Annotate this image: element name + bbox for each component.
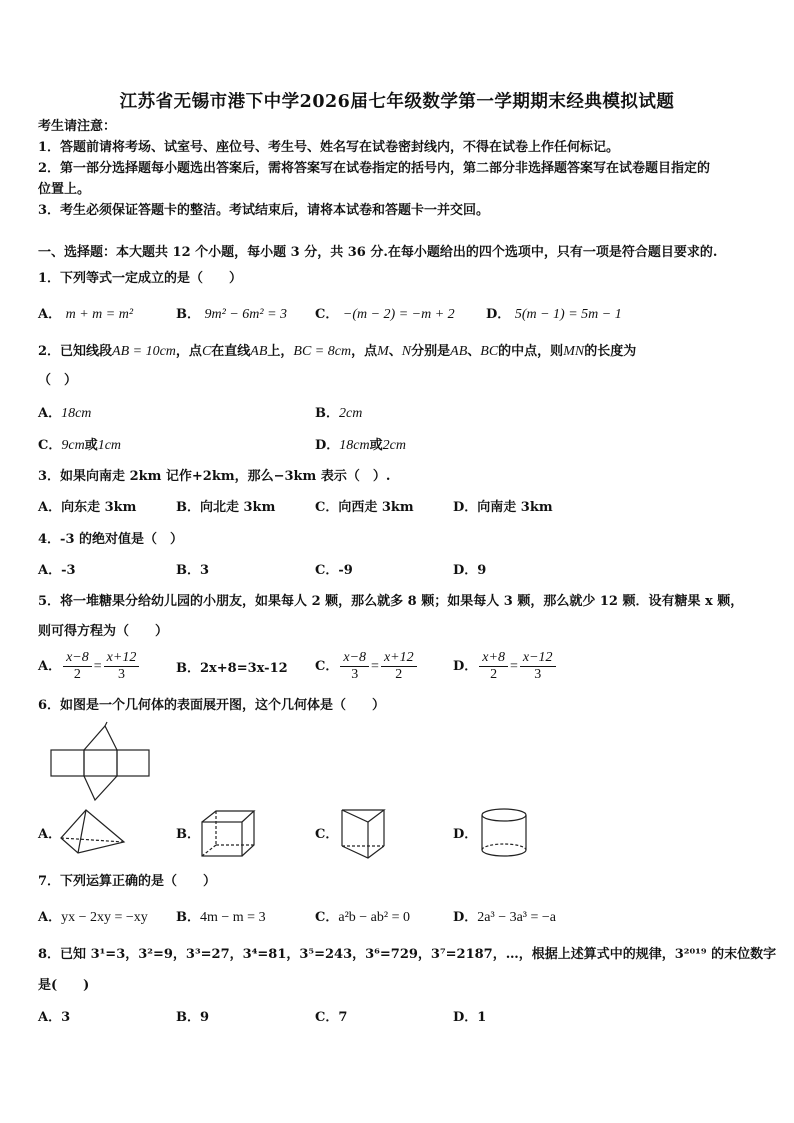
q7-option-a — [38, 909, 148, 927]
q1-stem: 1．下列等式一定成立的是（ ） — [38, 271, 243, 286]
notice-item-2-cont: 位置上。 — [38, 182, 91, 197]
math: C — [201, 344, 212, 359]
notice-heading: 考生请注意： — [38, 119, 117, 134]
numerator: x+8 — [479, 650, 508, 667]
option-expression: a²b − ab² = 0 — [338, 910, 410, 925]
stem-text: 分别是 — [411, 344, 451, 359]
q8-stem-line1: 8．已知 3¹=3，3²=9，3³=27，3⁴=81，3⁵=243，3⁶=729，3⁷=2187，…，根据上述算式中的规律，3²⁰¹⁹ 的末位数字 — [38, 947, 777, 962]
q8-option-b: B．9 — [176, 1010, 210, 1025]
q6-option-c: C． — [315, 827, 339, 842]
option-label: C． — [315, 910, 339, 925]
numerator: x+12 — [381, 650, 417, 667]
q5-option-b: B．2x+8=3x-12 — [176, 661, 288, 676]
q1-option-b — [176, 306, 287, 324]
equals-sign: = — [509, 658, 518, 674]
option-label: D． — [453, 910, 478, 925]
q2-stem — [38, 343, 636, 361]
q6-option-a: A． — [38, 827, 62, 842]
q6-option-b: B． — [176, 827, 200, 842]
math: M — [377, 344, 389, 359]
notice-item-3: 3．考生必须保证答题卡的整洁。考试结束后，请将本试卷和答题卡一并交回。 — [38, 203, 490, 218]
q3-stem: 3．如果向南走 2km 记作+2km，那么−3km 表示（ ）. — [38, 469, 391, 484]
fraction — [520, 650, 556, 683]
q4-option-b: B．3 — [176, 563, 210, 578]
option-expression: 4m − m = 3 — [200, 910, 266, 925]
stem-text: 2．已知线段 — [38, 344, 113, 359]
option-expression: 18cm — [61, 406, 92, 421]
triangular-prism-figure — [338, 806, 388, 862]
q1-option-c — [315, 306, 455, 324]
q1-option-d — [486, 306, 622, 324]
option-label: B． — [176, 910, 200, 925]
denominator: 3 — [118, 667, 125, 682]
stem-text: 的长度为 — [584, 344, 637, 359]
stem-text: 、 — [467, 344, 481, 359]
math: AB — [450, 344, 468, 359]
q7-option-c — [315, 909, 410, 927]
fraction — [479, 650, 508, 683]
option-expression: 2a³ − 3a³ = −a — [477, 910, 557, 925]
option-label: A． — [38, 406, 62, 421]
q8-stem-line2: 是( ) — [38, 978, 90, 993]
q4-option-d: D．9 — [453, 563, 487, 578]
stem-text: 的中点，则 — [498, 344, 564, 359]
q4-option-a: A．-3 — [38, 563, 76, 578]
option-label: C． — [38, 438, 62, 453]
math: AB — [250, 344, 268, 359]
q3-option-b: B．向北走 3km — [176, 500, 276, 515]
prism-net-diagram — [45, 720, 155, 810]
q5-stem-line2: 则可得方程为（ ） — [38, 624, 169, 639]
q6-option-d: D． — [453, 827, 478, 842]
q5-stem-line1: 5．将一堆糖果分给幼儿园的小朋友，如果每人 2 颗，那么就多 8 颗；如果每人 3 颗，那么就少 12 颗．设有糖果 x 颗， — [38, 594, 744, 609]
q4-option-c: C．-9 — [315, 563, 353, 578]
q5-option-c — [315, 650, 419, 683]
option-label: D． — [486, 307, 511, 322]
option-label: D． — [315, 438, 340, 453]
option-label: A． — [38, 659, 62, 674]
option-expression: m + m = m² — [65, 307, 134, 322]
option-expression: 1cm — [97, 438, 122, 453]
cylinder-figure — [478, 806, 530, 862]
option-expression: −(m − 2) = −m + 2 — [342, 307, 455, 322]
option-label: D． — [453, 659, 478, 674]
option-label: A． — [38, 307, 62, 322]
denominator: 2 — [395, 667, 403, 682]
option-label: C． — [315, 307, 339, 322]
q2-option-a — [38, 405, 91, 423]
denominator: 2 — [73, 667, 81, 682]
pyramid-figure — [58, 806, 128, 858]
math: BC = 8cm — [293, 344, 352, 359]
option-label: B． — [176, 307, 200, 322]
fraction — [381, 650, 417, 683]
q7-stem: 7．下列运算正确的是（ ） — [38, 874, 217, 889]
q2-option-d — [315, 437, 406, 455]
equals-sign: = — [93, 658, 102, 674]
q8-option-a: A．3 — [38, 1010, 71, 1025]
option-expression: yx − 2xy = −xy — [61, 910, 148, 925]
stem-text: ，点 — [175, 344, 202, 359]
stem-text: 上， — [267, 344, 294, 359]
fraction — [104, 650, 140, 683]
stem-text: ，点 — [351, 344, 378, 359]
option-expression: 5(m − 1) = 5m − 1 — [514, 307, 622, 322]
page-title: 江苏省无锡市港下中学2026届七年级数学第一学期期末经典模拟试题 — [119, 92, 675, 112]
q3-option-d: D．向南走 3km — [453, 500, 553, 515]
option-text: 或 — [84, 438, 98, 453]
q6-stem: 6．如图是一个几何体的表面展开图，这个几何体是（ ） — [38, 698, 386, 713]
option-expression: 2cm — [382, 438, 406, 453]
q1-option-a — [38, 306, 133, 324]
q7-option-b — [176, 909, 266, 927]
section-heading: 一、选择题：本大题共 12 个小题，每小题 3 分，共 36 分.在每小题给出的四个选项中，只有一项是符合题目要求的. — [38, 245, 718, 260]
denominator: 3 — [351, 667, 359, 682]
math: MN — [563, 344, 585, 359]
denominator: 3 — [534, 667, 542, 682]
option-label: C． — [315, 659, 339, 674]
numerator: x+12 — [104, 650, 140, 667]
q8-option-d: D．1 — [453, 1010, 487, 1025]
numerator: x−8 — [340, 650, 369, 667]
q3-option-a: A．向东走 3km — [38, 500, 137, 515]
q2-option-c — [38, 437, 121, 455]
cube-figure — [198, 808, 258, 860]
notice-item-2: 2．第一部分选择题每小题选出答案后，需将答案写在试卷指定的括号内，第二部分非选择题答案写在试卷题目指定的 — [38, 161, 711, 176]
stem-text: 在直线 — [211, 344, 251, 359]
option-expression: 18cm — [339, 438, 370, 453]
q8-option-c: C．7 — [315, 1010, 348, 1025]
q5-option-a — [38, 650, 141, 683]
option-label: B． — [315, 406, 339, 421]
numerator: x−8 — [63, 650, 92, 667]
denominator: 2 — [490, 667, 498, 682]
option-label: A． — [38, 910, 62, 925]
math: N — [401, 344, 412, 359]
q5-option-d — [453, 650, 558, 683]
fraction — [63, 650, 92, 683]
numerator: x−12 — [520, 650, 556, 667]
fraction — [340, 650, 369, 683]
option-expression: 9cm — [61, 438, 85, 453]
stem-text: 、 — [388, 344, 402, 359]
q7-option-d — [453, 909, 556, 927]
option-expression: 2cm — [339, 406, 363, 421]
option-text: 或 — [369, 438, 383, 453]
q2-option-b — [315, 405, 362, 423]
equals-sign: = — [371, 658, 379, 674]
q4-stem: 4．-3 的绝对值是（ ） — [38, 532, 184, 547]
option-expression: 9m² − 6m² = 3 — [204, 307, 288, 322]
math: AB = 10cm — [112, 344, 176, 359]
q2-paren: （ ） — [38, 373, 78, 388]
notice-item-1: 1．答题前请将考场、试室号、座位号、考生号、姓名写在试卷密封线内，不得在试卷上作任何标记。 — [38, 140, 620, 155]
math: BC — [480, 344, 499, 359]
q3-option-c: C．向西走 3km — [315, 500, 414, 515]
